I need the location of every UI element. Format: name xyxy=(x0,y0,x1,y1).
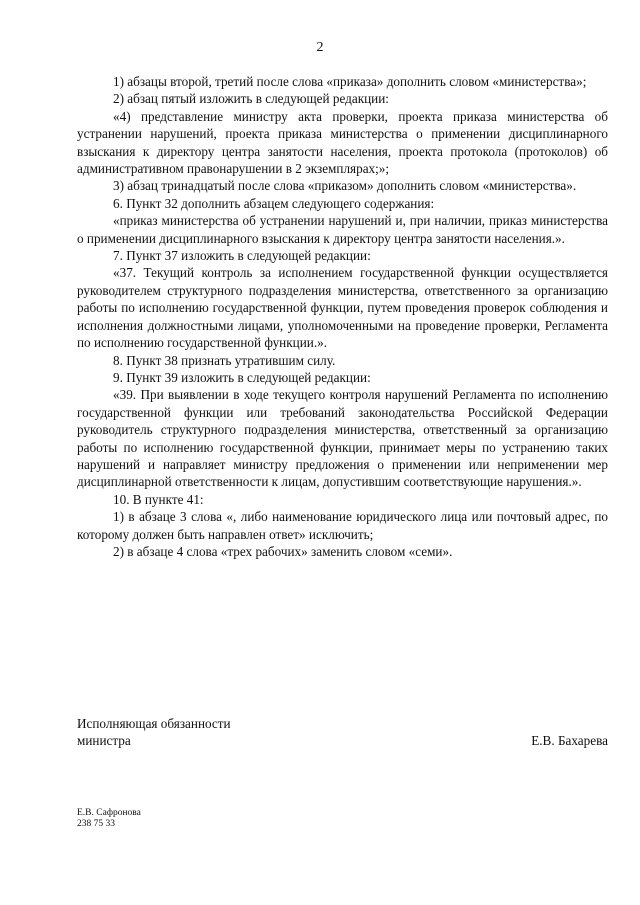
signature-row xyxy=(77,732,608,749)
paragraph: 6. Пункт 32 дополнить абзацем следующего содержания: xyxy=(113,195,435,211)
paragraph: «4) представление министру акта проверки, проекта приказа министерства об устранении нарушений, проекта приказа министерства о применении дисциплинарного взыскания к директору центра занятости населения, проекта протокола (протоколов) об административном правонарушении в 2 экземплярах;»; xyxy=(77,108,608,177)
paragraph: «39. При выявлении в ходе текущего контроля нарушений Регламента по исполнению государственной функции или требований законодательства Российской Федерации руководитель структурного подразделения министерства, ответственный за организацию работы по исполнению государственной функции, принимает меры по устранению таких нарушений и направляет министру предложения о применении или неприменении мер дисциплинарной ответственности к лицам, допустившим соответствующие нарушения.». xyxy=(77,387,608,490)
paragraph: 1) в абзаце 3 слова «, либо наименование юридического лица или почтовый адрес, по которому должен быть направлен ответ» исключить; xyxy=(77,509,608,542)
paragraph: 9. Пункт 39 изложить в следующей редакции: xyxy=(113,369,371,385)
paragraph: 10. В пункте 41: xyxy=(113,491,204,507)
signatory-position: министра xyxy=(77,733,131,749)
paragraph: 2) в абзаце 4 слова «трех рабочих» заменить словом «семи». xyxy=(113,543,453,559)
paragraph: 2) абзац пятый изложить в следующей редакции: xyxy=(113,91,389,107)
document-body xyxy=(77,73,608,560)
paragraph: 7. Пункт 37 изложить в следующей редакции: xyxy=(113,248,371,264)
author-name: Е.В. Сафронова xyxy=(77,808,141,818)
paragraph: 8. Пункт 38 признать утратившим силу. xyxy=(113,352,336,368)
paragraph: 1) абзацы второй, третий после слова «приказа» дополнить словом «министерства»; xyxy=(113,74,587,89)
paragraph: «приказ министерства об устранении нарушений и, при наличии, приказ министерства о применении дисциплинарного взыскания к директору центра занятости населения.». xyxy=(77,213,608,246)
paragraph: 3) абзац тринадцатый после слова «приказом» дополнить словом «министерства». xyxy=(113,178,577,194)
author-phone: 238 75 33 xyxy=(77,819,115,829)
signature-block xyxy=(77,715,608,750)
signatory-name: Е.В. Бахарева xyxy=(531,733,608,749)
page-number: 2 xyxy=(316,40,324,55)
author-block xyxy=(77,808,141,830)
signatory-title: Исполняющая обязанности xyxy=(77,716,231,731)
paragraph: «37. Текущий контроль за исполнением государственной функции осуществляется руководителем структурного подразделения министерства, ответственного за организацию работы по исполнению государственной функции, путем проведения проверок соблюдения и исполнения должностными лицами, уполномоченными на проведение проверки, Регламента по исполнению государственной функции.». xyxy=(77,265,608,351)
